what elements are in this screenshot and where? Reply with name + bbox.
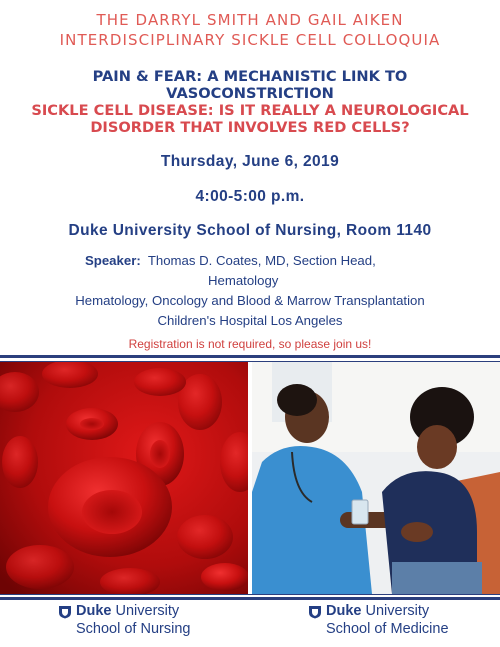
speaker-line1 (85, 251, 435, 271)
speaker-name: Thomas D. Coates, MD, Section Head, (147, 253, 376, 268)
series-title-line2: INTERDISCIPLINARY SICKLE CELL COLLOQUIA (59, 31, 441, 49)
talk-title-1-line2: VASOCONSTRICTION (166, 85, 334, 102)
duke-brand: Duke (326, 603, 362, 619)
duke-medicine-line1 (326, 603, 429, 619)
red-blood-cells-image (0, 362, 248, 594)
divider-bottom-thin (0, 594, 500, 595)
duke-medicine-line2: School of Medicine (326, 621, 449, 637)
duke-nursing-logo (58, 603, 228, 643)
duke-nursing-line1 (76, 603, 179, 619)
duke-brand: Duke (76, 603, 112, 619)
divider-top (0, 355, 500, 358)
duke-shield-icon (58, 605, 72, 619)
speaker-name-line2: Hematology (208, 273, 279, 288)
duke-nursing-line2: School of Nursing (76, 621, 191, 637)
speaker-label: Speaker: (85, 253, 141, 268)
event-location: Duke University School of Nursing, Room 1140 (68, 222, 432, 239)
talk-title-2-line1: SICKLE CELL DISEASE: IS IT REALLY A NEUROLOGICAL (31, 102, 469, 119)
duke-medicine-university: University (365, 603, 430, 619)
event-date: Thursday, June 6, 2019 (160, 153, 340, 170)
talk-title-2-line2: DISORDER THAT INVOLVES RED CELLS? (90, 119, 410, 136)
duke-shield-icon (308, 605, 322, 619)
duke-nursing-university: University (115, 603, 180, 619)
series-title-line1: THE DARRYL SMITH AND GAIL AIKEN (96, 11, 404, 29)
registration-note: Registration is not required, so please join us! (128, 337, 372, 351)
speaker-department: Hematology, Oncology and Blood & Marrow Transplantation (75, 293, 425, 308)
speaker-hospital: Children's Hospital Los Angeles (157, 313, 343, 328)
event-time: 4:00-5:00 p.m. (195, 188, 305, 205)
talk-title-1-line1: PAIN & FEAR: A MECHANISTIC LINK TO (92, 68, 408, 85)
duke-medicine-logo (308, 603, 488, 643)
divider-bottom (0, 597, 500, 600)
nurse-patient-image (252, 362, 500, 594)
